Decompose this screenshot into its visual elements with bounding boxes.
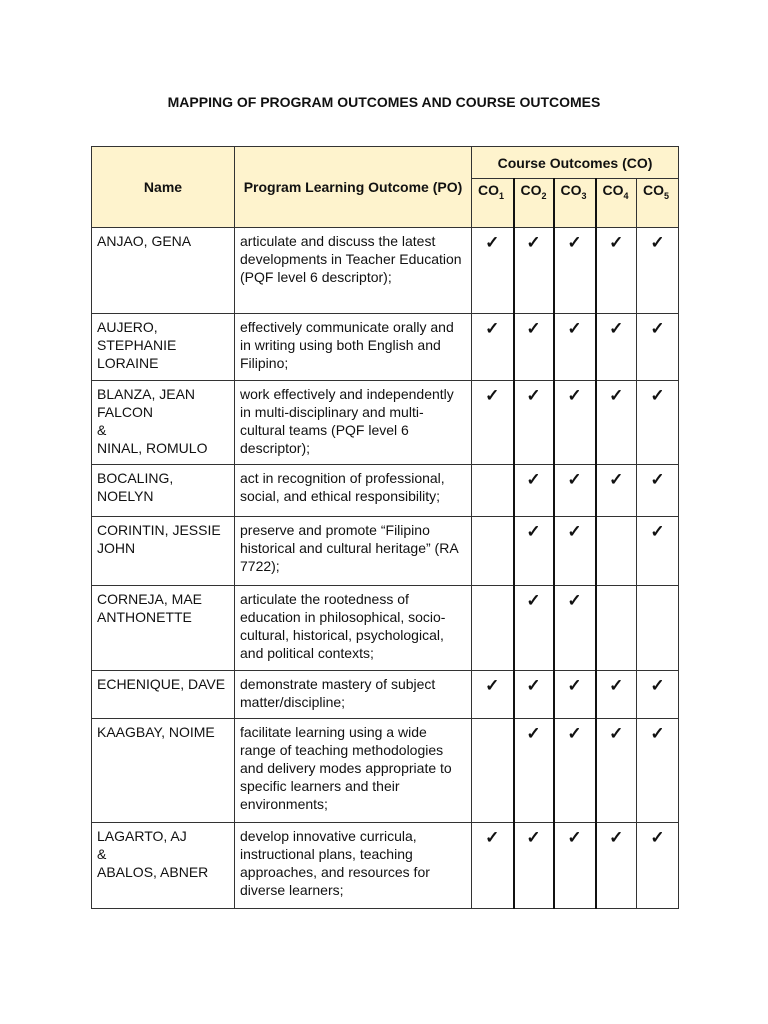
co-4-cell: [596, 671, 637, 719]
program-outcome: preserve and promote “Filipino historical and cultural heritage” (RA 7722);: [235, 517, 472, 586]
co-subscript: 1: [499, 190, 505, 201]
co-4-cell: [596, 586, 637, 671]
co-5-cell: [637, 381, 679, 465]
check-icon: ✓: [650, 724, 665, 743]
check-icon: ✓: [526, 676, 541, 695]
co-4-cell: [596, 823, 637, 909]
co-5-cell: [637, 465, 679, 517]
check-icon: ✓: [526, 470, 541, 489]
table-row: [92, 671, 679, 719]
co-1-cell: [472, 671, 514, 719]
co-3-cell: [554, 823, 596, 909]
co-2-cell: [514, 823, 554, 909]
co-label: CO: [643, 182, 664, 198]
check-icon: ✓: [567, 233, 582, 252]
check-icon: ✓: [567, 319, 582, 338]
co-5-cell: [637, 228, 679, 314]
co-2-cell: [514, 381, 554, 465]
table-row: [92, 823, 679, 909]
table-row: [92, 586, 679, 671]
check-icon: ✓: [609, 233, 624, 252]
header-co-1: [472, 179, 514, 228]
table-row: [92, 228, 679, 314]
co-4-cell: [596, 314, 637, 381]
check-icon: ✓: [650, 233, 665, 252]
check-icon: ✓: [526, 233, 541, 252]
program-outcome: articulate the rootedness of education in philosophical, socio-cultural, historical, psychological, and political contexts;: [235, 586, 472, 671]
co-4-cell: [596, 228, 637, 314]
co-2-cell: [514, 586, 554, 671]
student-name: CORINTIN, JESSIE JOHN: [92, 517, 235, 586]
student-name: KAAGBAY, NOIME: [92, 719, 235, 823]
check-icon: ✓: [567, 386, 582, 405]
student-name: LAGARTO, AJ & ABALOS, ABNER: [92, 823, 235, 909]
co-5-cell: [637, 719, 679, 823]
check-icon: ✓: [609, 319, 624, 338]
check-icon: ✓: [609, 828, 624, 847]
student-name: AUJERO, STEPHANIE LORAINE: [92, 314, 235, 381]
co-3-cell: [554, 517, 596, 586]
header-co-2: [514, 179, 554, 228]
co-4-cell: [596, 719, 637, 823]
check-icon: ✓: [609, 470, 624, 489]
co-3-cell: [554, 719, 596, 823]
student-name: ECHENIQUE, DAVE: [92, 671, 235, 719]
co-3-cell: [554, 314, 596, 381]
co-label: CO: [560, 182, 582, 198]
check-icon: ✓: [567, 724, 582, 743]
co-5-cell: [637, 823, 679, 909]
co-label: CO: [520, 182, 542, 198]
program-outcome: work effectively and independently in multi-disciplinary and multi-cultural teams (PQF level 6 descriptor);: [235, 381, 472, 465]
co-4-cell: [596, 381, 637, 465]
co-3-cell: [554, 381, 596, 465]
check-icon: ✓: [567, 522, 582, 541]
co-1-cell: [472, 586, 514, 671]
co-1-cell: [472, 381, 514, 465]
header-co-3: [554, 179, 596, 228]
check-icon: ✓: [650, 470, 665, 489]
check-icon: ✓: [609, 386, 624, 405]
check-icon: ✓: [650, 386, 665, 405]
program-outcome: effectively communicate orally and in writing using both English and Filipino;: [235, 314, 472, 381]
check-icon: ✓: [567, 591, 582, 610]
co-4-cell: [596, 517, 637, 586]
check-icon: ✓: [526, 319, 541, 338]
check-icon: ✓: [609, 676, 624, 695]
co-subscript: 5: [664, 190, 670, 201]
header-co-5: [637, 179, 679, 228]
co-label: CO: [478, 182, 499, 198]
co-5-cell: [637, 314, 679, 381]
co-5-cell: [637, 517, 679, 586]
header-po: Program Learning Outcome (PO): [235, 147, 472, 228]
co-2-cell: [514, 228, 554, 314]
student-name: BLANZA, JEAN FALCON & NINAL, ROMULO: [92, 381, 235, 465]
co-4-cell: [596, 465, 637, 517]
co-label: CO: [602, 182, 624, 198]
co-1-cell: [472, 314, 514, 381]
program-outcome: demonstrate mastery of subject matter/discipline;: [235, 671, 472, 719]
co-1-cell: [472, 228, 514, 314]
student-name: CORNEJA, MAE ANTHONETTE: [92, 586, 235, 671]
co-2-cell: [514, 719, 554, 823]
co-1-cell: [472, 517, 514, 586]
check-icon: ✓: [485, 828, 500, 847]
co-3-cell: [554, 671, 596, 719]
check-icon: ✓: [650, 676, 665, 695]
check-icon: ✓: [567, 828, 582, 847]
check-icon: ✓: [485, 233, 500, 252]
program-outcome: develop innovative curricula, instructional plans, teaching approaches, and resources for diverse learners;: [235, 823, 472, 909]
document-title: MAPPING OF PROGRAM OUTCOMES AND COURSE OUTCOMES: [167, 94, 601, 110]
check-icon: ✓: [526, 724, 541, 743]
co-1-cell: [472, 823, 514, 909]
header-course-outcomes: Course Outcomes (CO): [472, 147, 679, 179]
check-icon: ✓: [526, 828, 541, 847]
header-co-4: [596, 179, 637, 228]
co-subscript: 4: [623, 190, 629, 201]
program-outcome: articulate and discuss the latest developments in Teacher Education (PQF level 6 descriptor);: [235, 228, 472, 314]
table-row: [92, 465, 679, 517]
header-name: Name: [92, 147, 235, 228]
co-1-cell: [472, 719, 514, 823]
co-2-cell: [514, 465, 554, 517]
table-row: [92, 314, 679, 381]
check-icon: ✓: [485, 319, 500, 338]
co-subscript: 2: [541, 190, 547, 201]
table-row: [92, 517, 679, 586]
check-icon: ✓: [526, 591, 541, 610]
check-icon: ✓: [567, 470, 582, 489]
student-name: BOCALING, NOELYN: [92, 465, 235, 517]
check-icon: ✓: [526, 522, 541, 541]
program-outcome: act in recognition of professional, social, and ethical responsibility;: [235, 465, 472, 517]
check-icon: ✓: [485, 386, 500, 405]
check-icon: ✓: [650, 319, 665, 338]
table-row: [92, 719, 679, 823]
check-icon: ✓: [650, 828, 665, 847]
check-icon: ✓: [609, 724, 624, 743]
check-icon: ✓: [567, 676, 582, 695]
program-outcome: facilitate learning using a wide range of teaching methodologies and delivery modes appropriate to specific learners and their environments;: [235, 719, 472, 823]
co-5-cell: [637, 671, 679, 719]
check-icon: ✓: [485, 676, 500, 695]
co-3-cell: [554, 228, 596, 314]
co-3-cell: [554, 586, 596, 671]
check-icon: ✓: [650, 522, 665, 541]
table-row: [92, 381, 679, 465]
co-2-cell: [514, 671, 554, 719]
check-icon: ✓: [526, 386, 541, 405]
student-name: ANJAO, GENA: [92, 228, 235, 314]
co-5-cell: [637, 586, 679, 671]
co-1-cell: [472, 465, 514, 517]
co-subscript: 3: [581, 190, 587, 201]
co-3-cell: [554, 465, 596, 517]
co-2-cell: [514, 517, 554, 586]
mapping-table: [91, 146, 679, 909]
co-2-cell: [514, 314, 554, 381]
